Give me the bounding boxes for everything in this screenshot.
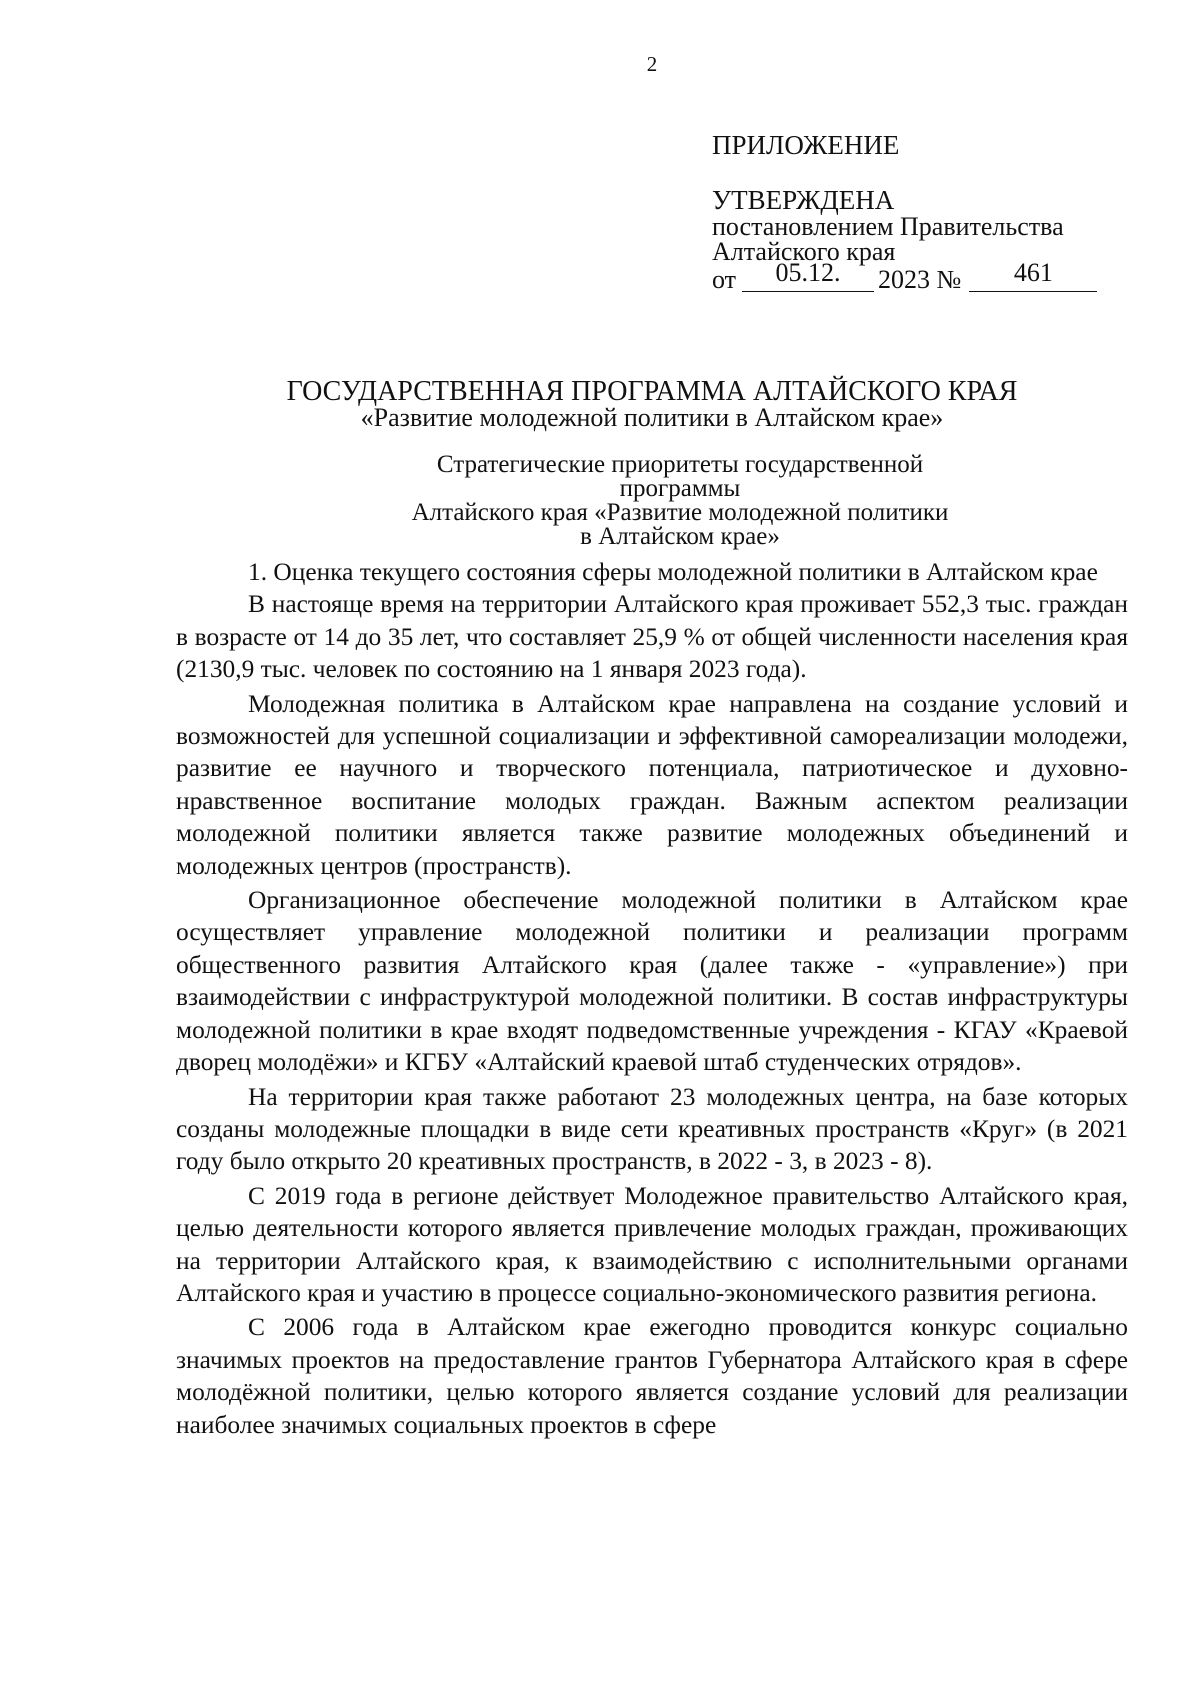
body-text: [176, 556, 1128, 1441]
number-value: 461: [1013, 258, 1053, 287]
paragraph-population: В настояще время на территории Алтайского края проживает 552,3 тыс. граждан в возрасте от 14 до 35 лет, что составляет 25,9 % от общей численности населения края (2130,9 тыс. человек по состоянию на 1 января 2023 года).: [176, 590, 1128, 684]
date-field: [742, 258, 874, 292]
priorities-heading: [380, 453, 980, 549]
year-label: 2023 №: [878, 265, 962, 294]
section-heading: 1. Оценка текущего состояния сферы молодежной политики в Алтайском крае: [248, 558, 1098, 586]
appendix-label: ПРИЛОЖЕНИЕ: [712, 130, 900, 160]
paragraph-youth-government: С 2019 года в регионе действует Молодежное правительство Алтайского края, целью деятельности которого является привлечение молодых граждан, проживающих на территории Алтайского края, к взаимодействию с исполнительными органами Алтайского края и участию в процессе социально-экономического развития региона.: [176, 1181, 1128, 1307]
approved-label: УТВЕРЖДЕНА: [712, 185, 895, 215]
priorities-line-1: Стратегические приоритеты государственной программы: [436, 451, 924, 502]
program-subtitle: «Развитие молодежной политики в Алтайском крае»: [360, 403, 944, 432]
paragraph-organization: Организационное обеспечение молодежной политики в Алтайском крае осуществляет управление молодежной политики и реализации программ общественного развития Алтайского края (далее также - «управление») при взаимодействии с инфраструктурой молодежной политики. В состав инфраструктуры молодежной политики в крае входят подведомственные учреждения - КГАУ «Краевой дворец молодёжи» и КГБУ «Алтайский краевой штаб студенческих отрядов».: [176, 886, 1128, 1077]
program-title: ГОСУДАРСТВЕННАЯ ПРОГРАММА АЛТАЙСКОГО КРАЯ: [286, 376, 1018, 407]
paragraph-grants: С 2006 года в Алтайском крае ежегодно проводится конкурс социально значимых проектов на предоставление грантов Губернатора Алтайского края в сфере молодёжной политики, целью которого является создание условий для реализации наиболее значимых социальных проектов в сфере: [176, 1313, 1128, 1439]
priorities-line-3: в Алтайском крае»: [580, 523, 780, 550]
priorities-line-2: Алтайского края «Развитие молодежной политики: [411, 499, 949, 526]
approval-date-line: [712, 258, 1132, 294]
paragraph-youth-policy: Молодежная политика в Алтайском крае направлена на создание условий и возможностей для успешной социализации и эффективной самореализации молодежи, развитие ее научного и творческого потенциала, патриотическое и духовно-нравственное воспитание молодых граждан. Важным аспектом реализации молодежной политики является также развитие молодежных объединений и молодежных центров (пространств).: [176, 689, 1128, 880]
number-field: [969, 258, 1097, 292]
approval-line-1: постановлением Правительства: [712, 212, 1064, 241]
approval-line-2: Алтайского края: [712, 237, 896, 266]
date-value: 05.12.: [775, 258, 841, 287]
paragraph-youth-centers: На территории края также работают 23 молодежных центра, на базе которых созданы молодежные площадки в виде сети креативных пространств «Круг» (в 2021 году было открыто 20 креативных пространств, в 2022 - 3, в 2023 - 8).: [176, 1082, 1128, 1176]
page-number: 2: [646, 52, 658, 76]
approval-block: [712, 130, 1132, 294]
from-label: от: [712, 265, 737, 294]
